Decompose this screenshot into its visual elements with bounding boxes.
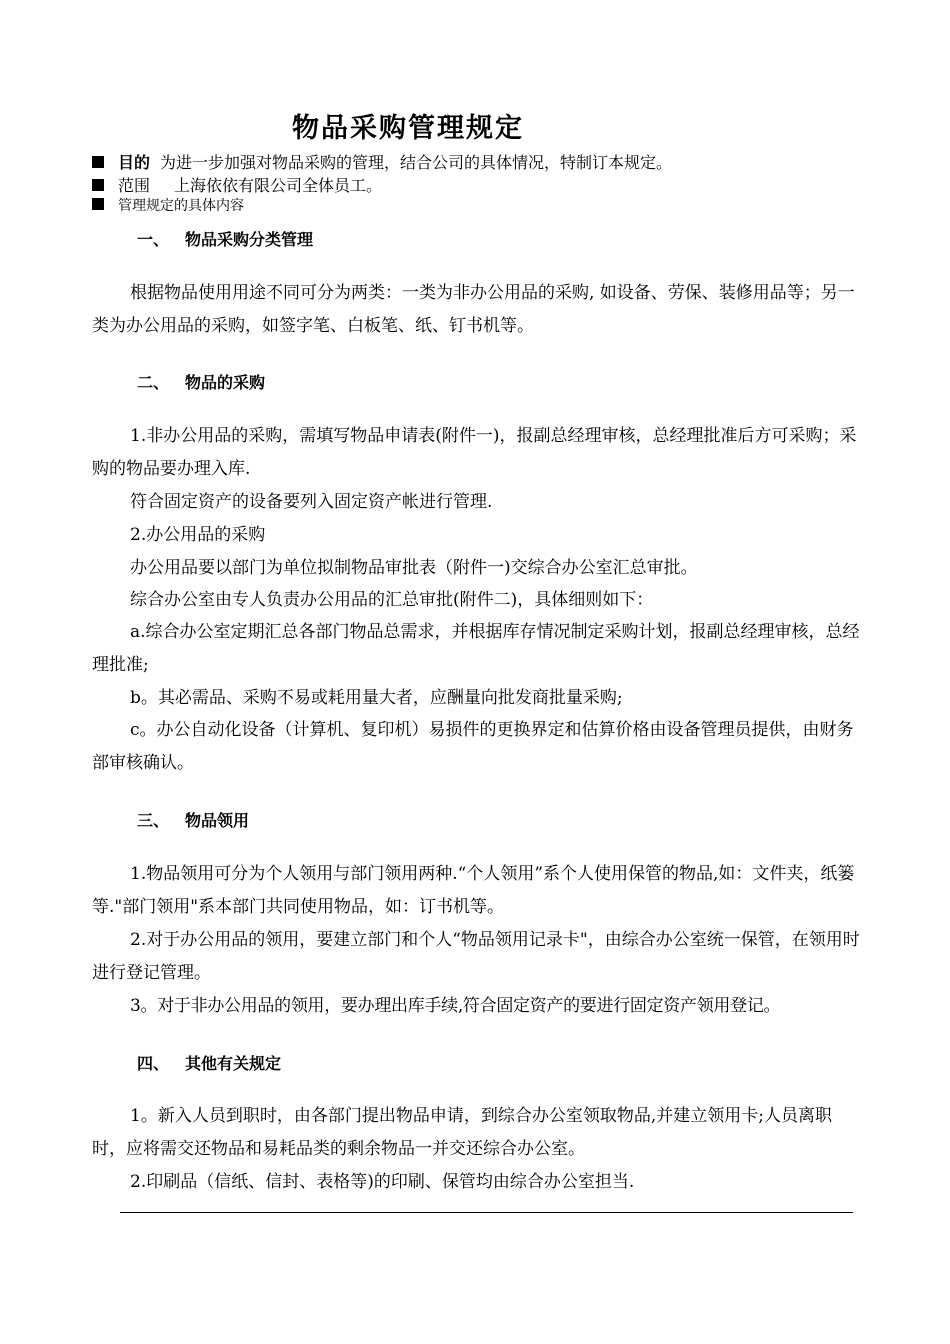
section-title: 其他有关规定	[185, 1054, 282, 1073]
paragraph: 2.办公用品的采购	[130, 525, 266, 545]
section-title: 物品的采购	[185, 373, 266, 392]
paragraph: 办公用品要以部门为单位拟制物品审批表（附件一)交综合办公室汇总审批。	[130, 558, 698, 578]
square-bullet-icon	[92, 156, 104, 168]
scope-label: 范围	[118, 176, 151, 195]
paragraph: b。其必需品、采购不易或耗用量大者，应酬量向批发商批量采购;	[130, 688, 623, 708]
content-text: 管理规定的具体内容	[118, 198, 244, 214]
square-bullet-icon	[92, 198, 104, 210]
paragraph: 符合固定资产的设备要列入固定资产帐进行管理.	[130, 492, 493, 512]
purpose-text: 为进一步加强对物品采购的管理，结合公司的具体情况，特制订本规定。	[160, 153, 673, 172]
section-heading	[137, 370, 265, 393]
content-line	[92, 195, 244, 215]
paragraph: c。办公自动化设备（计算机、复印机）易损件的更换界定和估算价格由设备管理员提供，由财务部审核确认。	[92, 720, 854, 773]
paragraph: 综合办公室由专人负责办公用品的汇总审批(附件二)，具体细则如下：	[130, 590, 654, 610]
section-heading	[137, 1051, 281, 1074]
section-number: 四、	[137, 1054, 170, 1073]
paragraph: 2.印刷品（信纸、信封、表格等)的印刷、保管均由综合办公室担当.	[130, 1172, 635, 1192]
paragraph: 根据物品使用用途不同可分为两类：一类为非办公用品的采购, 如设备、劳保、装修用品等；另一类为办公用品的采购，如签字笔、白板笔、纸、钉书机等。	[92, 283, 855, 336]
paragraph: 1.物品领用可分为个人领用与部门领用两种.“个人领用”系个人使用保管的物品,如：文件夹，纸篓等."部门领用"系本部门共同使用物品，如：订书机等。	[92, 864, 855, 917]
section-number: 三、	[137, 811, 170, 830]
purpose-label: 目的	[118, 153, 151, 172]
square-bullet-icon	[92, 179, 104, 191]
purpose-line	[92, 150, 672, 173]
paragraph: 3。对于非办公用品的领用，要办理出库手续,符合固定资产的要进行固定资产领用登记。	[130, 996, 781, 1016]
paragraph: 2.对于办公用品的领用，要建立部门和个人“物品领用记录卡"，由综合办公室统一保管，在领用时进行登记管理。	[92, 930, 860, 983]
section-heading	[137, 808, 249, 831]
section-title: 物品领用	[185, 811, 250, 830]
paragraph: 1。新入人员到职时，由各部门提出物品申请，到综合办公室领取物品,并建立领用卡;人员离职时，应将需交还物品和易耗品类的剩余物品一并交还综合办公室。	[92, 1106, 832, 1159]
paragraph: 1.非办公用品的采购，需填写物品申请表(附件一)，报副总经理审核，总经理批准后方可采购；采购的物品要办理入库.	[92, 426, 857, 479]
paragraph: a.综合办公室定期汇总各部门物品总需求，并根据库存情况制定采购计划，报副总经理审核，总经理批准;	[92, 622, 860, 675]
scope-text: 上海依依有限公司全体员工。	[174, 176, 383, 195]
footer-rule	[120, 1212, 853, 1213]
section-number: 二、	[137, 373, 170, 392]
scope-line	[92, 173, 382, 196]
section-number: 一、	[137, 230, 170, 249]
section-title: 物品采购分类管理	[185, 230, 314, 249]
section-heading	[137, 227, 313, 250]
document-title: 物品采购管理规定	[292, 113, 524, 144]
